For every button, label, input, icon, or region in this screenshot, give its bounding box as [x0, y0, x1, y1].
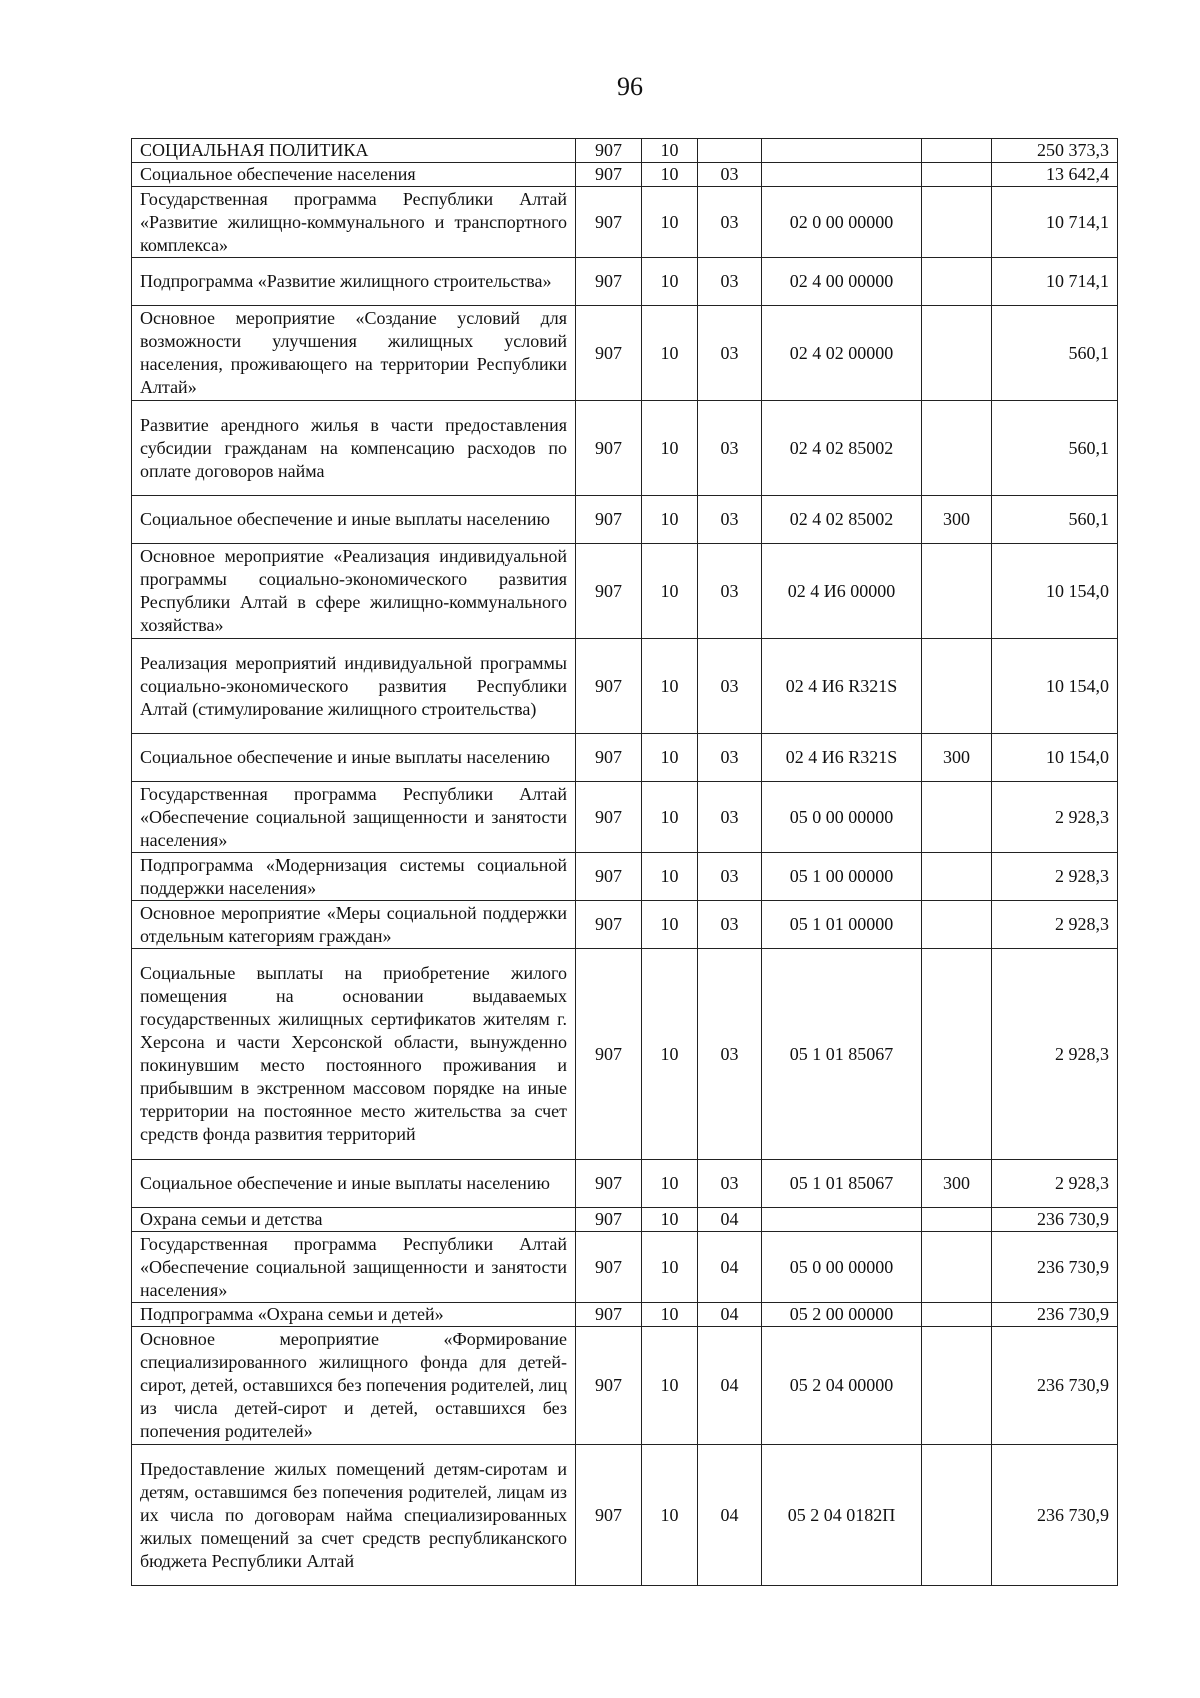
row-ved: 907: [576, 187, 642, 258]
row-csr: 02 4 02 85002: [762, 496, 922, 544]
row-sum: 10 154,0: [992, 639, 1118, 734]
table-row: [132, 1232, 1118, 1303]
row-pr: 03: [698, 853, 762, 901]
row-vr: [922, 187, 992, 258]
row-ved: 907: [576, 496, 642, 544]
table-row: [132, 544, 1118, 639]
row-sum: 10 714,1: [992, 187, 1118, 258]
row-pr: [698, 139, 762, 163]
row-vr: 300: [922, 496, 992, 544]
row-sum: 236 730,9: [992, 1208, 1118, 1232]
row-ved: 907: [576, 1303, 642, 1327]
row-name: Социальное обеспечение населения: [132, 163, 576, 187]
row-pr: 03: [698, 639, 762, 734]
row-rz: 10: [642, 734, 698, 782]
row-name: Развитие арендного жилья в части предоставления субсидии гражданам на компенсацию расходов по оплате договоров найма: [132, 401, 576, 496]
row-pr: 03: [698, 187, 762, 258]
row-pr: 03: [698, 949, 762, 1160]
table-row: [132, 401, 1118, 496]
row-sum: 236 730,9: [992, 1327, 1118, 1445]
table-row: [132, 139, 1118, 163]
row-ved: 907: [576, 1445, 642, 1586]
row-csr: 02 4 И6 R321S: [762, 639, 922, 734]
row-ved: 907: [576, 1208, 642, 1232]
row-vr: [922, 1232, 992, 1303]
row-name: Подпрограмма «Охрана семьи и детей»: [132, 1303, 576, 1327]
row-csr: 02 0 00 00000: [762, 187, 922, 258]
row-vr: [922, 139, 992, 163]
row-ved: 907: [576, 544, 642, 639]
row-ved: 907: [576, 639, 642, 734]
row-pr: 03: [698, 306, 762, 401]
row-vr: [922, 1303, 992, 1327]
row-ved: 907: [576, 782, 642, 853]
row-pr: 04: [698, 1445, 762, 1586]
row-sum: 10 154,0: [992, 734, 1118, 782]
row-ved: 907: [576, 901, 642, 949]
row-name: СОЦИАЛЬНАЯ ПОЛИТИКА: [132, 139, 576, 163]
row-name: Реализация мероприятий индивидуальной программы социально-экономического развития Республики Алтай (стимулирование жилищного строительства): [132, 639, 576, 734]
row-csr: 02 4 02 85002: [762, 401, 922, 496]
row-rz: 10: [642, 139, 698, 163]
row-rz: 10: [642, 1327, 698, 1445]
row-csr: [762, 163, 922, 187]
row-rz: 10: [642, 496, 698, 544]
row-vr: [922, 1445, 992, 1586]
row-name: Государственная программа Республики Алтай «Обеспечение социальной защищенности и занятости населения»: [132, 782, 576, 853]
row-rz: 10: [642, 163, 698, 187]
row-vr: [922, 544, 992, 639]
row-name: Основное мероприятие «Формирование специализированного жилищного фонда для детей-сирот, детей, оставшихся без попечения родителей, лиц из числа детей-сирот и детей, оставшихся без попечения родителей»: [132, 1327, 576, 1445]
row-ved: 907: [576, 949, 642, 1160]
budget-table-body: [132, 139, 1118, 1586]
row-csr: 05 2 04 00000: [762, 1327, 922, 1445]
row-csr: 05 1 01 85067: [762, 949, 922, 1160]
row-ved: 907: [576, 1232, 642, 1303]
row-rz: 10: [642, 401, 698, 496]
row-sum: 560,1: [992, 306, 1118, 401]
row-ved: 907: [576, 306, 642, 401]
row-vr: [922, 639, 992, 734]
table-row: [132, 949, 1118, 1160]
row-ved: 907: [576, 139, 642, 163]
row-name: Государственная программа Республики Алтай «Обеспечение социальной защищенности и занятости населения»: [132, 1232, 576, 1303]
table-row: [132, 734, 1118, 782]
row-sum: 560,1: [992, 496, 1118, 544]
row-rz: 10: [642, 1208, 698, 1232]
row-name: Социальное обеспечение и иные выплаты населению: [132, 734, 576, 782]
row-vr: [922, 1208, 992, 1232]
page-number: 96: [617, 72, 643, 101]
row-sum: 13 642,4: [992, 163, 1118, 187]
row-csr: 02 4 И6 R321S: [762, 734, 922, 782]
row-csr: [762, 1208, 922, 1232]
row-name: Социальные выплаты на приобретение жилого помещения на основании выдаваемых государственных жилищных сертификатов жителям г. Херсона и части Херсонской области, вынужденно покинувшим место постоянного проживания и прибывшим в экстренном массовом порядке на иные территории на постоянное место жительства за счет средств фонда развития территорий: [132, 949, 576, 1160]
row-rz: 10: [642, 1232, 698, 1303]
row-csr: 05 1 01 85067: [762, 1160, 922, 1208]
row-rz: 10: [642, 901, 698, 949]
row-rz: 10: [642, 782, 698, 853]
row-pr: 03: [698, 782, 762, 853]
row-csr: 02 4 И6 00000: [762, 544, 922, 639]
row-vr: [922, 163, 992, 187]
table-row: [132, 496, 1118, 544]
row-sum: 236 730,9: [992, 1232, 1118, 1303]
row-csr: 05 2 04 0182П: [762, 1445, 922, 1586]
row-vr: [922, 1327, 992, 1445]
row-rz: 10: [642, 544, 698, 639]
row-name: Подпрограмма «Модернизация системы социальной поддержки населения»: [132, 853, 576, 901]
row-ved: 907: [576, 853, 642, 901]
row-name: Основное мероприятие «Создание условий для возможности улучшения жилищных условий населения, проживающего на территории Республики Алтай»: [132, 306, 576, 401]
row-vr: 300: [922, 1160, 992, 1208]
row-sum: 250 373,3: [992, 139, 1118, 163]
budget-table: [131, 138, 1118, 1586]
table-row: [132, 1303, 1118, 1327]
table-row: [132, 306, 1118, 401]
row-vr: [922, 782, 992, 853]
row-csr: 02 4 02 00000: [762, 306, 922, 401]
row-ved: 907: [576, 1160, 642, 1208]
row-vr: 300: [922, 734, 992, 782]
table-row: [132, 853, 1118, 901]
row-sum: 236 730,9: [992, 1303, 1118, 1327]
row-rz: 10: [642, 306, 698, 401]
row-vr: [922, 901, 992, 949]
row-rz: 10: [642, 258, 698, 306]
row-pr: 03: [698, 901, 762, 949]
row-pr: 03: [698, 163, 762, 187]
table-row: [132, 1445, 1118, 1586]
row-ved: 907: [576, 163, 642, 187]
row-name: Основное мероприятие «Реализация индивидуальной программы социально-экономического развития Республики Алтай в сфере жилищно-коммунального хозяйства»: [132, 544, 576, 639]
row-pr: 04: [698, 1327, 762, 1445]
row-pr: 04: [698, 1208, 762, 1232]
row-csr: 05 0 00 00000: [762, 782, 922, 853]
row-rz: 10: [642, 853, 698, 901]
row-sum: 2 928,3: [992, 901, 1118, 949]
row-csr: 05 1 00 00000: [762, 853, 922, 901]
row-pr: 03: [698, 496, 762, 544]
row-vr: [922, 258, 992, 306]
row-name: Охрана семьи и детства: [132, 1208, 576, 1232]
row-sum: 2 928,3: [992, 1160, 1118, 1208]
row-sum: 2 928,3: [992, 782, 1118, 853]
row-rz: 10: [642, 949, 698, 1160]
row-pr: 03: [698, 734, 762, 782]
row-name: Предоставление жилых помещений детям-сиротам и детям, оставшимся без попечения родителей, лицам из их числа по договорам найма специализированных жилых помещений за счет средств республиканского бюджета Республики Алтай: [132, 1445, 576, 1586]
row-pr: 03: [698, 1160, 762, 1208]
row-name: Основное мероприятие «Меры социальной поддержки отдельным категориям граждан»: [132, 901, 576, 949]
table-row: [132, 782, 1118, 853]
row-ved: 907: [576, 1327, 642, 1445]
row-sum: 236 730,9: [992, 1445, 1118, 1586]
row-pr: 03: [698, 544, 762, 639]
row-rz: 10: [642, 639, 698, 734]
row-vr: [922, 306, 992, 401]
row-pr: 03: [698, 401, 762, 496]
table-row: [132, 1208, 1118, 1232]
table-row: [132, 1327, 1118, 1445]
row-csr: 05 1 01 00000: [762, 901, 922, 949]
table-row: [132, 1160, 1118, 1208]
table-row: [132, 163, 1118, 187]
table-row: [132, 901, 1118, 949]
row-name: Подпрограмма «Развитие жилищного строительства»: [132, 258, 576, 306]
row-rz: 10: [642, 1303, 698, 1327]
row-name: Социальное обеспечение и иные выплаты населению: [132, 1160, 576, 1208]
row-name: Государственная программа Республики Алтай «Развитие жилищно-коммунального и транспортного комплекса»: [132, 187, 576, 258]
row-sum: 10 714,1: [992, 258, 1118, 306]
row-vr: [922, 949, 992, 1160]
row-csr: 05 2 00 00000: [762, 1303, 922, 1327]
row-csr: 02 4 00 00000: [762, 258, 922, 306]
row-vr: [922, 853, 992, 901]
row-pr: 03: [698, 258, 762, 306]
row-name: Социальное обеспечение и иные выплаты населению: [132, 496, 576, 544]
row-sum: 560,1: [992, 401, 1118, 496]
row-pr: 04: [698, 1232, 762, 1303]
row-rz: 10: [642, 187, 698, 258]
row-sum: 2 928,3: [992, 949, 1118, 1160]
table-row: [132, 187, 1118, 258]
row-csr: 05 0 00 00000: [762, 1232, 922, 1303]
row-rz: 10: [642, 1445, 698, 1586]
row-rz: 10: [642, 1160, 698, 1208]
row-sum: 2 928,3: [992, 853, 1118, 901]
table-row: [132, 639, 1118, 734]
row-ved: 907: [576, 734, 642, 782]
row-ved: 907: [576, 258, 642, 306]
row-csr: [762, 139, 922, 163]
table-row: [132, 258, 1118, 306]
row-ved: 907: [576, 401, 642, 496]
row-sum: 10 154,0: [992, 544, 1118, 639]
row-vr: [922, 401, 992, 496]
row-pr: 04: [698, 1303, 762, 1327]
